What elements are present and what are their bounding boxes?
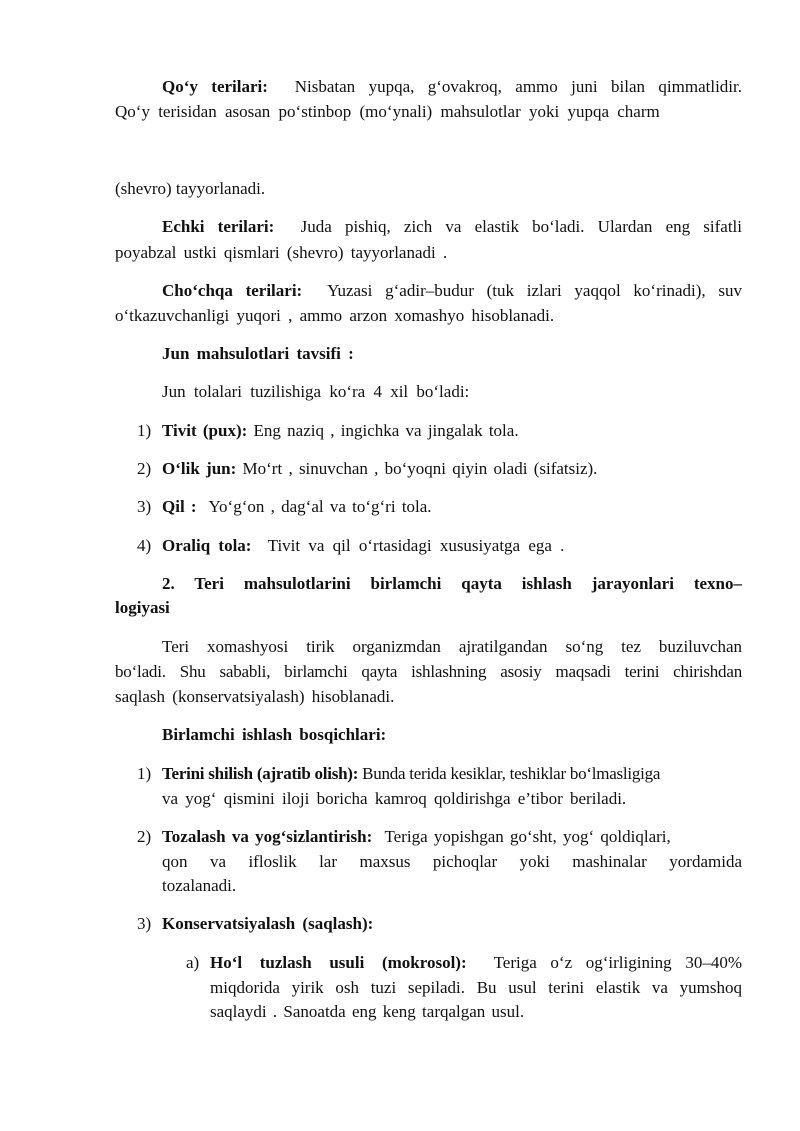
list-text: saqlaydi . Sanoatda eng keng tarqalgan usul. [210, 1002, 525, 1021]
list-text [162, 420, 519, 442]
list-text: qon va ifloslik lar maxsus pichoqlar yoki mashinalar yordamida [162, 852, 742, 871]
list-text [162, 496, 432, 518]
list-number: 1) [137, 764, 152, 783]
term-bold: Qo‘y terilari: [162, 77, 268, 96]
text: Yuzasi g‘adir–budur (tuk izlari yaqqol ko‘rinadi), suv [327, 281, 742, 300]
text: Tivit va qil o‘rtasidagi xususiyatga ega . [267, 536, 565, 555]
list-number: 1) [137, 421, 152, 440]
text: Juda pishiq, zich va elastik bo‘ladi. Ulardan eng sifatli [300, 217, 742, 236]
term-bold: Tozalash va yog‘sizlantirish: [162, 827, 373, 846]
list-text [210, 952, 742, 974]
paragraph-line: Jun tolalari tuzilishiga ko‘ra 4 xil bo‘ladi: [162, 382, 470, 401]
term-bold: Tivit (pux): [162, 421, 248, 440]
text: Teriga o‘z og‘irligining 30–40% [493, 953, 742, 972]
term-bold: Cho‘chqa terilari: [162, 281, 303, 300]
paragraph-line [162, 216, 742, 238]
list-text [162, 763, 742, 785]
text: Teriga yopishgan go‘sht, yog‘ qoldiqlari, [384, 827, 671, 846]
paragraph-line: Teri xomashyosi tirik organizmdan ajratilgandan so‘ng tez buziluvchan [162, 637, 742, 656]
paragraph-line [162, 76, 742, 98]
text: Yo‘g‘on , dag‘al va to‘g‘ri tola. [208, 497, 432, 516]
text: Bunda terida kesiklar, teshiklar bo‘lmasligiga [362, 764, 661, 783]
section-heading: Jun mahsulotlari tavsifi : [162, 344, 354, 363]
term-bold: Echki terilari: [162, 217, 275, 236]
list-text [162, 458, 597, 480]
list-number: 4) [137, 536, 152, 555]
list-number: 2) [137, 827, 152, 846]
list-text: va yog‘ qismini iloji boricha kamroq qoldirishga e’tibor beriladi. [162, 789, 627, 808]
list-text [162, 535, 564, 557]
term-bold: Qil : [162, 497, 197, 516]
paragraph-line: bo‘ladi. Shu sababli, birlamchi qayta ishlashning asosiy maqsadi terini chirishdan [115, 662, 742, 681]
section-heading: logiyasi [115, 598, 170, 617]
list-number: 3) [137, 497, 152, 516]
paragraph-line: poyabzal ustki qismlari (shevro) tayyorlanadi . [115, 243, 448, 262]
text: Nisbatan yupqa, g‘ovakroq, ammo juni bilan qimmatlidir. [294, 77, 743, 96]
list-text: Konservatsiyalash (saqlash): [162, 914, 374, 933]
list-number: a) [186, 953, 200, 972]
list-text [162, 826, 671, 848]
list-number: 3) [137, 914, 152, 933]
paragraph-line: saqlash (konservatsiyalash) hisoblanadi. [115, 687, 395, 706]
term-bold: O‘lik jun: [162, 459, 237, 478]
term-bold: Oraliq tola: [162, 536, 252, 555]
text: Mo‘rt , sinuvchan , bo‘yoqni qiyin oladi (sifatsiz). [242, 459, 598, 478]
text: Eng naziq , ingichka va jingalak tola. [253, 421, 519, 440]
paragraph-line: Qo‘y terisidan asosan po‘stinbop (mo‘ynali) mahsulotlar yoki yupqa charm [115, 102, 660, 121]
term-bold: Terini shilish (ajratib olish): [162, 764, 359, 783]
list-text: miqdorida yirik osh tuzi sepiladi. Bu usul terini elastik va yumshoq [210, 978, 742, 997]
section-heading: Birlamchi ishlash bosqichlari: [162, 725, 387, 744]
paragraph-line [162, 280, 742, 302]
paragraph-line: o‘tkazuvchanligi yuqori , ammo arzon xomashyo hisoblanadi. [115, 306, 555, 325]
list-text: tozalanadi. [162, 876, 237, 895]
list-number: 2) [137, 459, 152, 478]
section-heading: 2. Teri mahsulotlarini birlamchi qayta ishlash jarayonlari texno– [162, 574, 742, 593]
term-bold: Ho‘l tuzlash usuli (mokrosol): [210, 953, 467, 972]
paragraph-line: (shevro) tayyorlanadi. [115, 179, 266, 198]
